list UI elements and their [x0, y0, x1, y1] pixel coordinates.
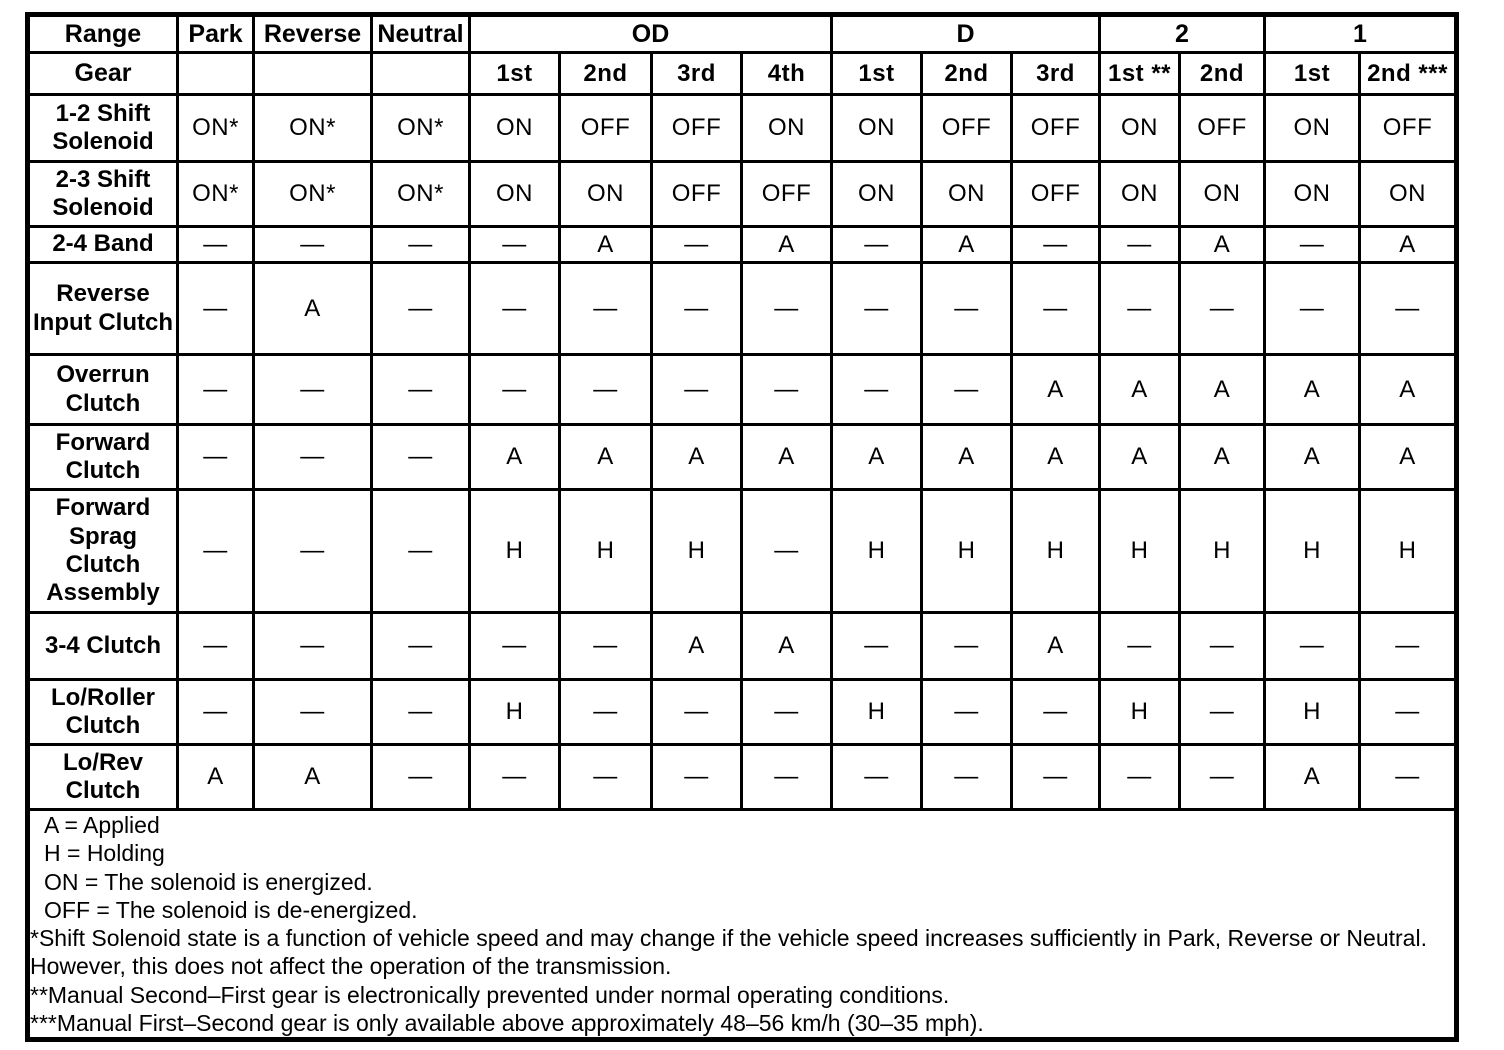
row-label: Reverse Input Clutch — [28, 263, 178, 355]
gear-header: 1st ** — [1100, 53, 1180, 95]
table-cell: — — [254, 425, 372, 490]
table-cell: A — [742, 227, 832, 263]
gear-header-row — [28, 53, 1457, 95]
table-row — [28, 613, 1457, 680]
table-row — [28, 95, 1457, 162]
table-cell: A — [1360, 227, 1457, 263]
table-cell: OFF — [652, 162, 742, 227]
gear-header: 1st — [1265, 53, 1360, 95]
table-cell: A — [1012, 355, 1100, 425]
table-cell: — — [470, 263, 560, 355]
table-cell: H — [1265, 490, 1360, 613]
table-cell: OFF — [742, 162, 832, 227]
table-cell: A — [922, 425, 1012, 490]
gear-header: 3rd — [652, 53, 742, 95]
table-cell: — — [372, 680, 470, 745]
table-cell: ON — [1360, 162, 1457, 227]
legend-applied: A = Applied — [44, 812, 160, 838]
table-cell: — — [1180, 263, 1265, 355]
table-cell: — — [470, 745, 560, 810]
table-cell: ON — [470, 162, 560, 227]
chart-body — [28, 95, 1457, 810]
table-cell: A — [1360, 355, 1457, 425]
table-cell: OFF — [922, 95, 1012, 162]
table-cell: — — [1012, 227, 1100, 263]
gear-header — [372, 53, 470, 95]
table-row — [28, 227, 1457, 263]
table-cell: A — [742, 613, 832, 680]
row-label: 1-2 Shift Solenoid — [28, 95, 178, 162]
range-group-od: OD — [470, 15, 832, 53]
table-cell: — — [254, 680, 372, 745]
gear-label: Gear — [28, 53, 178, 95]
table-cell: A — [1180, 355, 1265, 425]
table-cell: ON — [1265, 95, 1360, 162]
table-cell: — — [1180, 680, 1265, 745]
footnote-manual-second-first: **Manual Second–First gear is electronically prevented under normal operating conditions. — [30, 981, 950, 1008]
range-group-1: 1 — [1265, 15, 1457, 53]
table-cell: — — [254, 613, 372, 680]
table-row — [28, 162, 1457, 227]
row-label: Lo/Roller Clutch — [28, 680, 178, 745]
table-cell: H — [1100, 680, 1180, 745]
table-cell: — — [560, 745, 652, 810]
legend-holding: H = Holding — [44, 840, 165, 867]
table-cell: A — [254, 263, 372, 355]
table-cell: — — [560, 263, 652, 355]
table-cell: A — [1265, 355, 1360, 425]
range-group-2: 2 — [1100, 15, 1265, 53]
table-cell: — — [1012, 745, 1100, 810]
table-cell: A — [560, 227, 652, 263]
table-cell: — — [922, 355, 1012, 425]
notes-row — [28, 810, 1457, 1040]
row-label: 3-4 Clutch — [28, 613, 178, 680]
table-row — [28, 425, 1457, 490]
table-cell: — — [470, 613, 560, 680]
gear-header: 2nd *** — [1360, 53, 1457, 95]
table-cell: — — [470, 227, 560, 263]
table-cell: A — [1180, 227, 1265, 263]
gear-header: 2nd — [922, 53, 1012, 95]
table-cell: — — [254, 355, 372, 425]
table-cell: A — [1180, 425, 1265, 490]
gear-header: 3rd — [1012, 53, 1100, 95]
footnote-manual-first-second: ***Manual First–Second gear is only available above approximately 48–56 km/h (30–35 mph). — [30, 1009, 984, 1036]
table-cell: H — [652, 490, 742, 613]
table-cell: A — [922, 227, 1012, 263]
table-cell: — — [832, 227, 922, 263]
table-cell: — — [1265, 263, 1360, 355]
table-cell: — — [652, 263, 742, 355]
table-cell: — — [832, 263, 922, 355]
table-cell: H — [832, 490, 922, 613]
table-cell: A — [178, 745, 254, 810]
gear-header — [254, 53, 372, 95]
table-cell: — — [560, 613, 652, 680]
table-cell: — — [1360, 745, 1457, 810]
table-cell: — — [178, 263, 254, 355]
table-cell: — — [832, 613, 922, 680]
table-cell: OFF — [1360, 95, 1457, 162]
table-cell: — — [742, 490, 832, 613]
table-cell: H — [1100, 490, 1180, 613]
table-cell: — — [922, 745, 1012, 810]
row-label: Forward Sprag Clutch Assembly — [28, 490, 178, 613]
table-cell: H — [470, 680, 560, 745]
table-cell: — — [254, 227, 372, 263]
table-cell: — — [560, 355, 652, 425]
table-cell: — — [372, 425, 470, 490]
table-cell: — — [742, 263, 832, 355]
range-group-park: Park — [178, 15, 254, 53]
table-cell: H — [922, 490, 1012, 613]
table-cell: — — [1180, 745, 1265, 810]
table-cell: — — [922, 680, 1012, 745]
gear-header: 4th — [742, 53, 832, 95]
table-cell: — — [742, 745, 832, 810]
notes-cell — [28, 810, 1457, 1040]
table-cell: — — [832, 745, 922, 810]
table-cell: — — [1180, 613, 1265, 680]
table-cell: — — [470, 355, 560, 425]
table-cell: OFF — [1180, 95, 1265, 162]
range-label: Range — [28, 15, 178, 53]
table-cell: ON — [742, 95, 832, 162]
legend-on: ON = The solenoid is energized. — [44, 868, 373, 895]
table-cell: — — [832, 355, 922, 425]
table-cell: A — [1265, 425, 1360, 490]
table-cell: — — [1265, 613, 1360, 680]
table-cell: OFF — [1012, 162, 1100, 227]
table-cell: A — [254, 745, 372, 810]
table-cell: H — [1360, 490, 1457, 613]
table-cell: H — [1265, 680, 1360, 745]
table-cell: ON — [832, 95, 922, 162]
row-label: Forward Clutch — [28, 425, 178, 490]
table-cell: — — [372, 745, 470, 810]
table-cell: — — [372, 613, 470, 680]
table-cell: ON* — [372, 95, 470, 162]
table-cell: H — [470, 490, 560, 613]
table-cell: A — [1100, 425, 1180, 490]
table-cell: — — [178, 613, 254, 680]
table-row — [28, 680, 1457, 745]
table-cell: A — [742, 425, 832, 490]
table-cell: — — [742, 355, 832, 425]
chart-notes — [28, 810, 1457, 1040]
table-cell: ON* — [178, 162, 254, 227]
table-cell: — — [178, 227, 254, 263]
table-row — [28, 355, 1457, 425]
table-cell: — — [1360, 613, 1457, 680]
table-cell: — — [652, 355, 742, 425]
table-cell: ON — [560, 162, 652, 227]
chart-header — [28, 15, 1457, 95]
range-header-row — [28, 15, 1457, 53]
table-cell: ON — [1265, 162, 1360, 227]
row-label: 2-3 Shift Solenoid — [28, 162, 178, 227]
legend-off: OFF = The solenoid is de-energized. — [44, 896, 418, 923]
table-cell: — — [178, 425, 254, 490]
table-cell: A — [1012, 425, 1100, 490]
table-cell: ON* — [372, 162, 470, 227]
table-cell: — — [178, 680, 254, 745]
gear-header — [178, 53, 254, 95]
table-cell: — — [652, 227, 742, 263]
table-cell: OFF — [1012, 95, 1100, 162]
table-cell: — — [922, 263, 1012, 355]
table-cell: H — [1180, 490, 1265, 613]
range-group-reverse: Reverse — [254, 15, 372, 53]
table-cell: OFF — [652, 95, 742, 162]
gear-header: 1st — [470, 53, 560, 95]
gear-header: 2nd — [1180, 53, 1265, 95]
table-cell: ON* — [254, 95, 372, 162]
table-cell: — — [1100, 227, 1180, 263]
table-cell: A — [1360, 425, 1457, 490]
table-cell: ON — [470, 95, 560, 162]
table-cell: — — [1360, 680, 1457, 745]
table-cell: A — [1100, 355, 1180, 425]
table-row — [28, 745, 1457, 810]
row-label: Lo/Rev Clutch — [28, 745, 178, 810]
table-cell: — — [560, 680, 652, 745]
table-cell: — — [1100, 263, 1180, 355]
table-cell: — — [1360, 263, 1457, 355]
row-label: Overrun Clutch — [28, 355, 178, 425]
footnote-shift-solenoid: *Shift Solenoid state is a function of vehicle speed and may change if the vehicle speed increases sufficiently in Park, Reverse or Neutral. However, this does not affect the operation of the transmission. — [30, 925, 1427, 980]
range-group-neutral: Neutral — [372, 15, 470, 53]
table-cell: A — [470, 425, 560, 490]
table-cell: ON — [1100, 95, 1180, 162]
table-cell: — — [1012, 263, 1100, 355]
table-cell: — — [372, 355, 470, 425]
table-cell: — — [1012, 680, 1100, 745]
table-cell: ON — [1180, 162, 1265, 227]
table-cell: — — [372, 263, 470, 355]
row-label: 2-4 Band — [28, 227, 178, 263]
table-cell: A — [1012, 613, 1100, 680]
table-cell: A — [832, 425, 922, 490]
table-cell: ON — [1100, 162, 1180, 227]
gear-header: 2nd — [560, 53, 652, 95]
gear-header: 1st — [832, 53, 922, 95]
table-cell: — — [372, 227, 470, 263]
table-cell: — — [1100, 613, 1180, 680]
table-cell: — — [178, 490, 254, 613]
table-cell: — — [652, 680, 742, 745]
table-cell: — — [1100, 745, 1180, 810]
table-cell: H — [1012, 490, 1100, 613]
table-cell: A — [560, 425, 652, 490]
table-cell: A — [652, 425, 742, 490]
table-cell: ON — [832, 162, 922, 227]
table-cell: ON* — [254, 162, 372, 227]
table-cell: ON* — [178, 95, 254, 162]
table-cell: — — [178, 355, 254, 425]
transmission-application-chart — [25, 12, 1459, 1042]
table-row — [28, 490, 1457, 613]
table-cell: H — [832, 680, 922, 745]
table-row — [28, 263, 1457, 355]
table-cell: — — [742, 680, 832, 745]
table-cell: — — [254, 490, 372, 613]
table-cell: A — [652, 613, 742, 680]
table-cell: OFF — [560, 95, 652, 162]
table-cell: — — [652, 745, 742, 810]
table-cell: — — [922, 613, 1012, 680]
range-group-d: D — [832, 15, 1100, 53]
table-cell: A — [1265, 745, 1360, 810]
table-cell: ON — [922, 162, 1012, 227]
table-cell: — — [372, 490, 470, 613]
table-cell: — — [1265, 227, 1360, 263]
table-cell: H — [560, 490, 652, 613]
